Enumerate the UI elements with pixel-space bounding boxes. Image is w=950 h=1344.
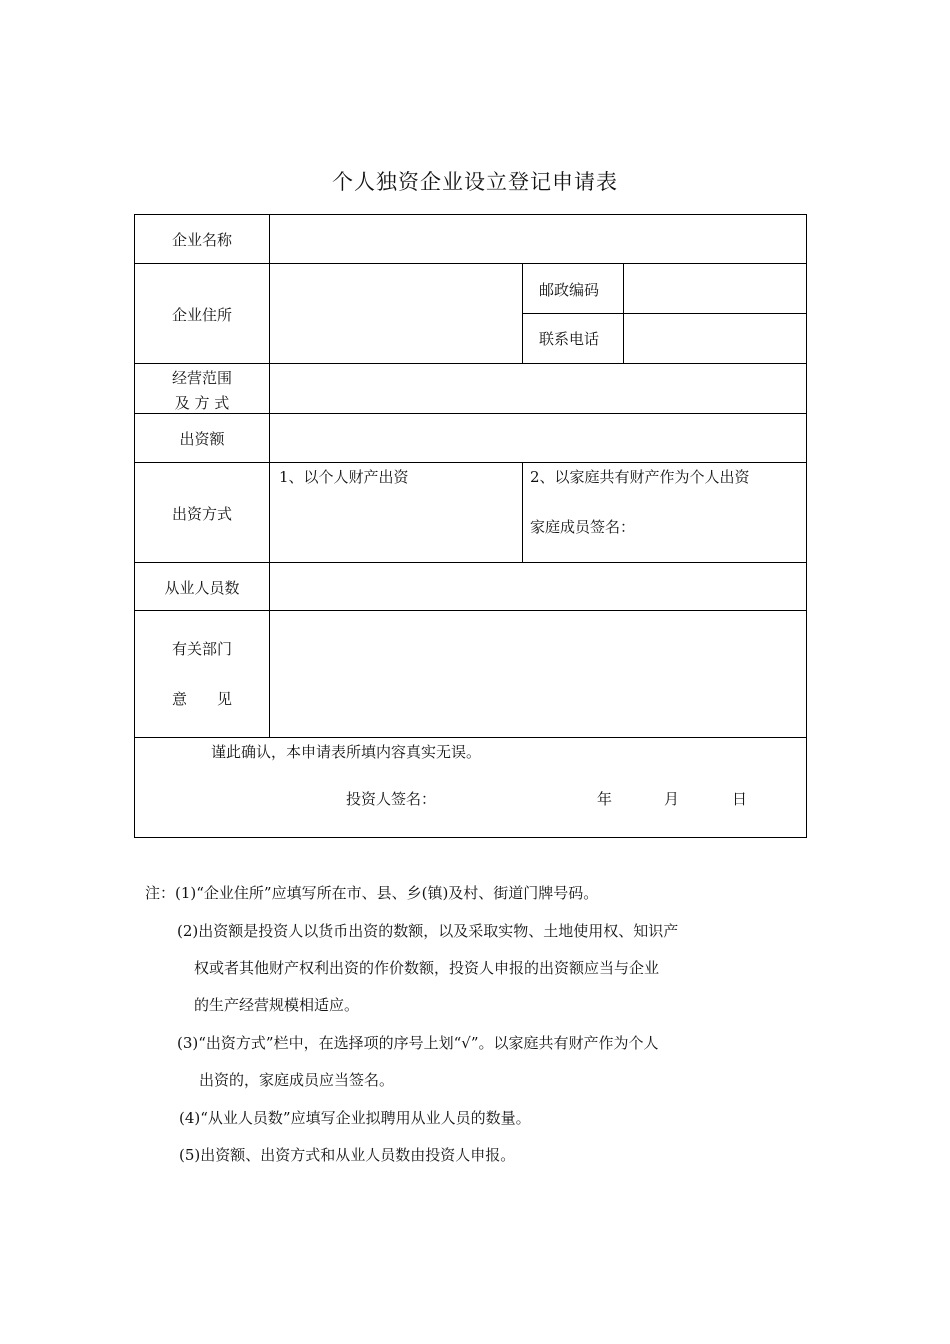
row-divider — [134, 610, 807, 611]
option-family-property[interactable]: 2、以家庭共有财产作为个人出资 — [530, 468, 750, 486]
confirmation-statement: 谨此确认，本申请表所填内容真实无误。 — [211, 743, 482, 761]
row-divider — [522, 313, 807, 314]
postal-value-divider — [623, 263, 624, 363]
note-2-cont: 的生产经营规模相适应。 — [194, 996, 360, 1014]
label-investor-signature: 投资人签名： — [346, 790, 437, 808]
table-border-bottom — [134, 837, 807, 838]
label-year: 年 — [597, 790, 613, 808]
table-border-right — [806, 214, 807, 838]
field-department-opinion[interactable] — [271, 612, 805, 736]
note-4: (4)“从业人员数”应填写企业拟聘用从业人员的数量。 — [179, 1109, 531, 1127]
note-3: (3)“出资方式”栏中，在选择项的序号上划“√”。以家庭共有财产作为个人 — [177, 1034, 659, 1052]
label-company-name: 企业名称 — [171, 231, 232, 249]
label-month: 月 — [664, 790, 680, 808]
label-phone: 联系电话 — [539, 330, 600, 348]
field-postal-code[interactable] — [625, 265, 805, 312]
row-divider — [134, 363, 807, 364]
field-business-scope[interactable] — [271, 365, 805, 412]
note-2: (2)出资额是投资人以货币出资的数额，以及采取实物、土地使用权、知识产 — [177, 922, 679, 940]
label-employees: 从业人员数 — [164, 579, 240, 597]
row-divider — [134, 462, 807, 463]
row-divider — [134, 737, 807, 738]
row-divider — [134, 562, 807, 563]
address-postal-divider — [522, 263, 523, 363]
contribution-options-divider — [522, 462, 523, 562]
note-5: (5)出资额、出资方式和从业人员数由投资人申报。 — [179, 1146, 516, 1164]
label-contribution-method: 出资方式 — [171, 505, 232, 523]
label-postal-code: 邮政编码 — [539, 281, 600, 299]
option-personal-property[interactable]: 1、以个人财产出资 — [279, 468, 409, 486]
row-divider — [134, 263, 807, 264]
label-department-opinion: 有关部门 — [171, 640, 232, 658]
label-department-opinion-line2: 意 见 — [171, 690, 232, 708]
field-capital[interactable] — [271, 415, 805, 461]
label-capital: 出资额 — [179, 430, 225, 448]
note-2-cont: 权或者其他财产权利出资的作价数额，投资人申报的出资额应当与企业 — [194, 959, 660, 977]
label-business-scope-line2: 及 方 式 — [174, 394, 230, 412]
label-company-address: 企业住所 — [171, 306, 232, 324]
field-company-address[interactable] — [271, 265, 521, 362]
label-column-divider — [269, 214, 270, 737]
label-business-scope: 经营范围 — [171, 369, 232, 387]
note-1: 注：(1)“企业住所”应填写所在市、县、乡(镇)及村、街道门牌号码。 — [145, 884, 599, 902]
row-divider — [134, 413, 807, 414]
label-family-signature: 家庭成员签名： — [530, 518, 636, 536]
field-phone[interactable] — [625, 315, 805, 362]
label-day: 日 — [732, 790, 748, 808]
note-3-cont: 出资的，家庭成员应当签名。 — [199, 1071, 395, 1089]
form-title: 个人独资企业设立登记申请表 — [332, 170, 618, 194]
field-company-name[interactable] — [271, 216, 805, 262]
table-border-top — [134, 214, 807, 215]
field-employees[interactable] — [271, 564, 805, 609]
